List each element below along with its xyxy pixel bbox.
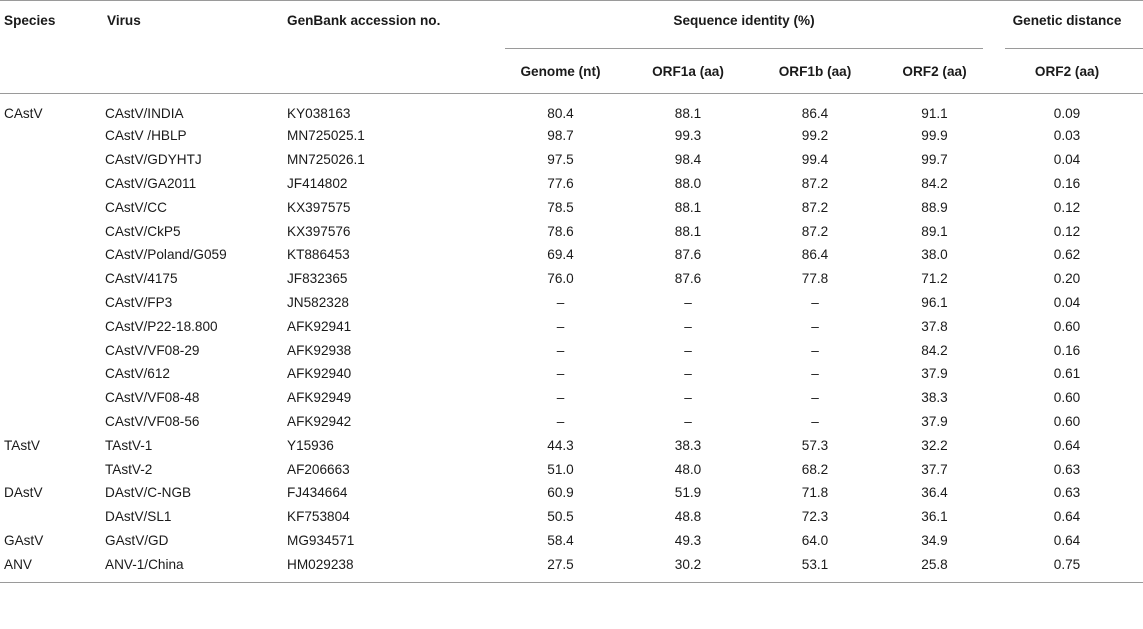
cell-genetic-distance: 0.16	[1053, 175, 1081, 191]
cell-accession: MN725025.1	[287, 128, 365, 144]
cell-accession: JF832365	[287, 271, 348, 287]
cell-accession: AFK92941	[287, 318, 352, 334]
cell-orf1b: 72.3	[801, 509, 829, 525]
cell-genetic-distance: 0.03	[1053, 128, 1081, 144]
cell-virus: TAstV-1	[105, 437, 153, 453]
cell-species: GAstV	[4, 532, 44, 548]
cell-genetic-distance: 0.62	[1053, 247, 1081, 263]
cell-genome: 44.3	[547, 437, 574, 453]
cell-orf2: 84.2	[921, 175, 948, 191]
cell-species	[0, 314, 103, 338]
cell-species	[0, 148, 103, 172]
cell-genome: 50.5	[547, 509, 574, 525]
cell-genetic-distance: 0.64	[1053, 532, 1081, 548]
cell-accession: KX397576	[287, 223, 351, 239]
cell-orf1a: –	[684, 366, 692, 382]
cell-orf1b: 87.2	[801, 175, 829, 191]
cell-species	[0, 172, 103, 196]
cell-orf2: 37.9	[921, 366, 948, 382]
cell-species	[0, 338, 103, 362]
cell-orf1a: –	[684, 318, 692, 334]
table-row	[0, 552, 1143, 582]
table-body	[0, 94, 1143, 583]
cell-genome: 97.5	[547, 152, 574, 168]
cell-orf1b: 99.4	[801, 152, 829, 168]
cell-genetic-distance: 0.16	[1053, 342, 1081, 358]
cell-virus: CAstV/VF08-48	[105, 390, 200, 406]
table-row	[0, 219, 1143, 243]
cell-genetic-distance: 0.75	[991, 552, 1143, 582]
table-row	[0, 457, 1143, 481]
table-header	[0, 1, 1143, 94]
cell-orf1a: 51.9	[674, 485, 702, 501]
cell-virus: GAstV/GD	[105, 532, 169, 548]
cell-species: CAstV	[4, 105, 43, 121]
cell-genome: –	[556, 294, 565, 310]
cell-orf1a: 30.2	[624, 552, 752, 582]
table-row	[0, 148, 1143, 172]
cell-accession: Y15936	[287, 437, 334, 453]
cell-accession: AFK92940	[287, 366, 352, 382]
cell-virus: ANV-1/China	[103, 552, 284, 582]
cell-virus: DAstV/C-NGB	[105, 485, 192, 501]
cell-accession: AFK92938	[287, 342, 352, 358]
cell-orf1a: 49.3	[674, 532, 702, 548]
cell-accession: KX397575	[287, 199, 351, 215]
cell-orf1a: 38.3	[674, 437, 702, 453]
cell-virus: CAstV/612	[105, 366, 170, 382]
table-row	[0, 172, 1143, 196]
cell-genetic-distance: 0.12	[1053, 199, 1081, 215]
cell-orf1b: 87.2	[801, 223, 829, 239]
table-row	[0, 481, 1143, 505]
cell-virus: CAstV/GA2011	[105, 175, 197, 191]
cell-genetic-distance: 0.04	[1053, 152, 1081, 168]
header-genetic-distance	[991, 1, 1143, 50]
header-empty	[284, 49, 497, 94]
cell-virus: CAstV/VF08-29	[105, 342, 200, 358]
cell-orf2: 89.1	[921, 223, 948, 239]
cell-genome: 60.9	[547, 485, 574, 501]
group-underline	[505, 48, 983, 49]
cell-virus: CAstV/4175	[105, 271, 178, 287]
cell-virus: CAstV/CC	[105, 199, 167, 215]
header-virus: Virus	[107, 13, 141, 28]
table-row	[0, 124, 1143, 148]
cell-orf1b: 77.8	[801, 271, 829, 287]
cell-accession: MG934571	[287, 532, 355, 548]
cell-species	[0, 219, 103, 243]
cell-orf2: 34.9	[921, 532, 948, 548]
cell-accession: KF753804	[287, 509, 350, 525]
cell-orf2: 88.9	[921, 199, 948, 215]
table-row	[0, 433, 1143, 457]
header-species: Species	[4, 13, 56, 28]
cell-virus: CAstV/VF08-56	[105, 413, 200, 429]
cell-genome: 77.6	[547, 175, 574, 191]
cell-species	[0, 124, 103, 148]
cell-species	[0, 410, 103, 434]
cell-orf1a: –	[684, 342, 692, 358]
cell-orf1b: 86.4	[801, 247, 829, 263]
header-sequence-identity	[497, 1, 991, 50]
cell-genetic-distance: 0.60	[1053, 390, 1081, 406]
cell-orf2: 91.1	[921, 105, 948, 121]
table-row	[0, 362, 1143, 386]
cell-orf2: 99.7	[921, 152, 948, 168]
cell-virus: DAstV/SL1	[105, 509, 172, 525]
cell-orf1a: –	[684, 294, 692, 310]
cell-genome: –	[556, 390, 565, 406]
cell-orf1a: 88.1	[674, 223, 702, 239]
cell-orf2: 38.0	[921, 247, 948, 263]
table-row	[0, 94, 1143, 125]
cell-accession: KT886453	[287, 247, 350, 263]
table-row	[0, 243, 1143, 267]
cell-genetic-distance: 0.60	[1053, 413, 1081, 429]
cell-orf1a: 88.1	[674, 199, 702, 215]
cell-orf1b: –	[811, 366, 819, 382]
cell-orf2: 37.9	[921, 413, 948, 429]
header-orf2: ORF2 (aa)	[878, 49, 991, 94]
cell-species: ANV	[0, 552, 103, 582]
header-sequence-identity-label: Sequence identity (%)	[673, 13, 815, 28]
cell-species	[0, 386, 103, 410]
cell-orf1a: 87.6	[674, 247, 702, 263]
cell-virus: CAstV/FP3	[105, 294, 173, 310]
cell-orf2: 99.9	[921, 128, 948, 144]
cell-genetic-distance: 0.63	[1053, 485, 1081, 501]
cell-orf1a: 98.4	[674, 152, 702, 168]
cell-accession: JF414802	[287, 175, 348, 191]
cell-orf1b: 86.4	[801, 105, 829, 121]
header-orf1b: ORF1b (aa)	[752, 49, 878, 94]
cell-genome: –	[556, 342, 565, 358]
cell-genome: 27.5	[497, 552, 624, 582]
cell-species	[0, 267, 103, 291]
cell-species	[0, 291, 103, 315]
cell-species	[0, 195, 103, 219]
cell-species: DAstV	[4, 485, 43, 501]
cell-orf1b: 99.2	[801, 128, 829, 144]
cell-accession: KY038163	[287, 105, 351, 121]
cell-orf1a: 88.0	[674, 175, 702, 191]
cell-orf1a: –	[684, 390, 692, 406]
cell-orf1a: 48.0	[674, 461, 702, 477]
cell-orf2: 37.7	[921, 461, 948, 477]
cell-genome: 78.6	[547, 223, 574, 239]
cell-accession: AFK92949	[287, 390, 352, 406]
cell-orf1b: –	[811, 294, 819, 310]
cell-orf1b: –	[811, 413, 819, 429]
cell-genome: –	[556, 318, 565, 334]
cell-species	[0, 362, 103, 386]
cell-genome: 98.7	[547, 128, 574, 144]
cell-virus: CAstV/GDYHTJ	[105, 152, 202, 168]
cell-orf2: 37.8	[921, 318, 948, 334]
cell-species	[0, 457, 103, 481]
header-empty	[103, 49, 284, 94]
cell-virus: CAstV /HBLP	[105, 128, 187, 144]
table-row	[0, 195, 1143, 219]
cell-genetic-distance: 0.60	[1053, 318, 1081, 334]
cell-genome: 51.0	[547, 461, 574, 477]
cell-virus: CAstV/CkP5	[105, 223, 181, 239]
cell-orf1a: 87.6	[674, 271, 702, 287]
cell-orf1a: 99.3	[674, 128, 702, 144]
cell-genome: 76.0	[547, 271, 574, 287]
cell-genetic-distance: 0.64	[1053, 509, 1081, 525]
cell-genetic-distance: 0.20	[1053, 271, 1081, 287]
cell-orf2: 36.4	[921, 485, 948, 501]
cell-orf2: 38.3	[921, 390, 948, 406]
cell-orf1b: 68.2	[801, 461, 829, 477]
cell-orf2: 96.1	[921, 294, 948, 310]
cell-species	[0, 243, 103, 267]
cell-accession: JN582328	[287, 294, 349, 310]
cell-orf1a: –	[684, 413, 692, 429]
cell-accession: FJ434664	[287, 485, 348, 501]
table-row	[0, 529, 1143, 553]
cell-virus: CAstV/INDIA	[105, 105, 184, 121]
cell-orf1b: –	[811, 318, 819, 334]
cell-genome: 80.4	[547, 105, 574, 121]
cell-genetic-distance: 0.61	[1053, 366, 1081, 382]
cell-orf2: 84.2	[921, 342, 948, 358]
cell-virus: CAstV/P22-18.800	[105, 318, 218, 334]
cell-orf1b: 53.1	[752, 552, 878, 582]
cell-species	[0, 505, 103, 529]
group-underline	[1005, 48, 1143, 49]
cell-genome: 69.4	[547, 247, 574, 263]
header-accession: GenBank accession no.	[287, 13, 441, 28]
header-empty	[0, 49, 103, 94]
cell-genetic-distance: 0.09	[1053, 105, 1081, 121]
cell-virus: TAstV-2	[105, 461, 153, 477]
cell-orf1b: 87.2	[801, 199, 829, 215]
table-row	[0, 314, 1143, 338]
cell-accession: MN725026.1	[287, 152, 365, 168]
cell-orf2: 36.1	[921, 509, 948, 525]
table-row	[0, 410, 1143, 434]
cell-orf1b: 64.0	[801, 532, 829, 548]
cell-orf1a: 88.1	[674, 105, 702, 121]
cell-virus: CAstV/Poland/G059	[105, 247, 227, 263]
cell-genome: –	[556, 413, 565, 429]
cell-genetic-distance: 0.04	[1053, 294, 1081, 310]
cell-genome: 58.4	[547, 532, 574, 548]
table-row	[0, 386, 1143, 410]
cell-genome: 78.5	[547, 199, 574, 215]
cell-orf2: 25.8	[878, 552, 991, 582]
cell-orf1b: 57.3	[801, 437, 829, 453]
cell-accession: AFK92942	[287, 413, 352, 429]
cell-orf2: 71.2	[921, 271, 948, 287]
cell-genetic-distance: 0.12	[1053, 223, 1081, 239]
header-genome: Genome (nt)	[497, 49, 624, 94]
table-row	[0, 338, 1143, 362]
cell-accession: AF206663	[287, 461, 350, 477]
cell-orf1a: 48.8	[674, 509, 702, 525]
cell-orf1b: –	[811, 342, 819, 358]
cell-genetic-distance: 0.63	[1053, 461, 1081, 477]
header-orf2-distance: ORF2 (aa)	[991, 49, 1143, 94]
cell-orf1b: –	[811, 390, 819, 406]
header-orf1a: ORF1a (aa)	[624, 49, 752, 94]
cell-orf2: 32.2	[921, 437, 948, 453]
table-row	[0, 267, 1143, 291]
table-row	[0, 291, 1143, 315]
cell-species: TAstV	[4, 437, 41, 453]
cell-genetic-distance: 0.64	[1053, 437, 1081, 453]
cell-genome: –	[556, 366, 565, 382]
cell-accession: HM029238	[284, 552, 497, 582]
table-row	[0, 505, 1143, 529]
cell-orf1b: 71.8	[801, 485, 829, 501]
header-genetic-distance-label: Genetic distance	[1012, 13, 1122, 28]
